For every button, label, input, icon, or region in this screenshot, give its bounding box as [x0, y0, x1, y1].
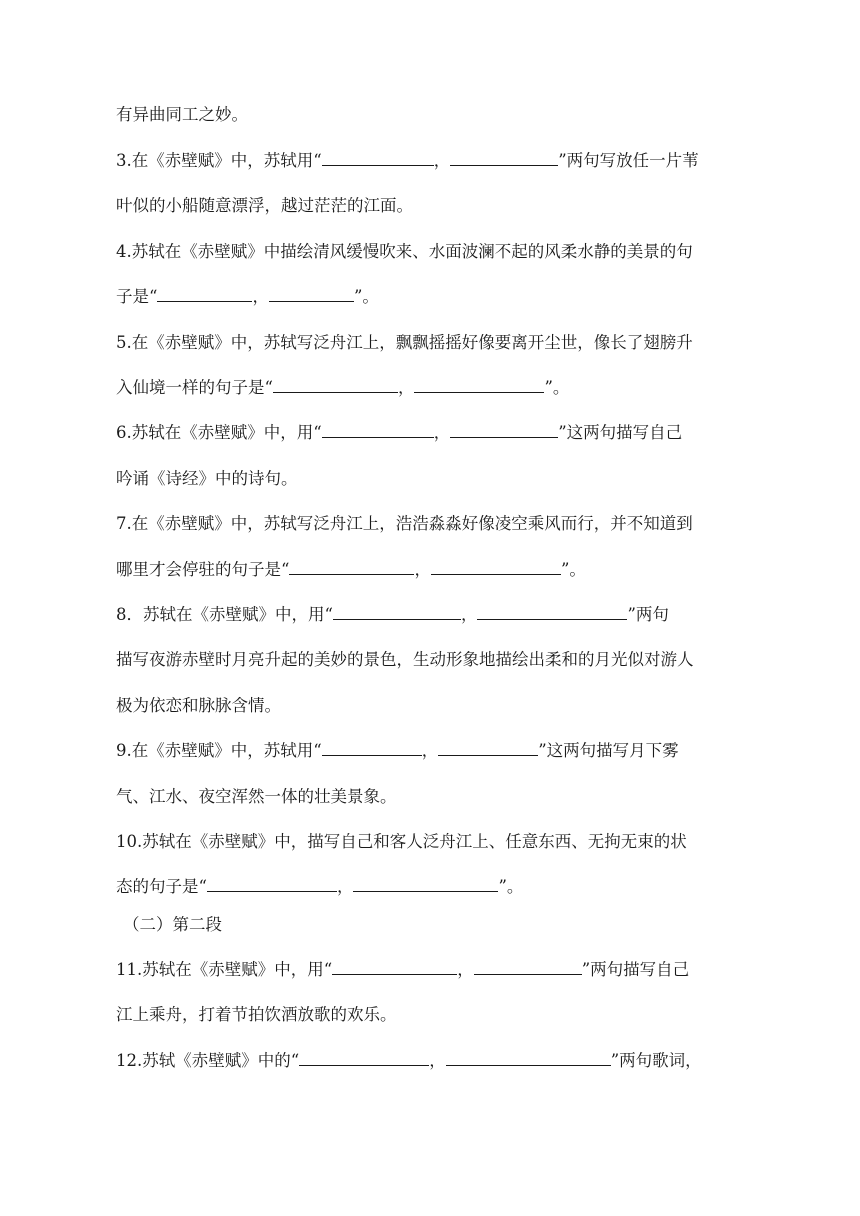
section-title: （二）第二段 [123, 915, 222, 934]
question-8-line-1 [116, 601, 736, 629]
text: 极为依恋和脉脉含情。 [116, 696, 281, 715]
question-10-line-1 [116, 828, 736, 856]
question-12-prefix: 12.苏轼《赤壁赋》中的“ [116, 1051, 300, 1070]
answer-blank[interactable] [333, 601, 461, 620]
question-8-line-3 [116, 692, 736, 720]
question-11-prefix: 11.苏轼在《赤壁赋》中，用“ [116, 960, 333, 979]
question-4-suffix: ”。 [353, 287, 379, 306]
blank-comma: ， [252, 287, 269, 306]
question-11-suffix: ”两句描写自己 [581, 960, 690, 979]
answer-blank[interactable] [477, 601, 627, 620]
answer-blank[interactable] [289, 556, 414, 575]
question-9-line-2 [116, 783, 736, 811]
question-4-line-2 [116, 283, 736, 311]
question-9-prefix: 9.在《赤壁赋》中，苏轼用“ [116, 741, 322, 760]
question-7-prefix: 哪里才会停驻的句子是“ [116, 560, 290, 579]
answer-blank[interactable] [450, 147, 558, 166]
answer-blank[interactable] [157, 283, 252, 302]
question-7-line-2 [116, 556, 736, 584]
blank-comma: ， [457, 960, 474, 979]
blank-comma: ， [429, 1051, 446, 1070]
blank-comma: ， [433, 151, 451, 170]
text: 10.苏轼在《赤壁赋》中，描写自己和客人泛舟江上、任意东西、无拘无束的状 [116, 832, 687, 851]
question-6-line-1 [116, 419, 736, 447]
question-7-suffix: ”。 [560, 560, 586, 579]
answer-blank[interactable] [450, 419, 558, 438]
answer-blank[interactable] [322, 419, 434, 438]
question-10-suffix: ”。 [498, 877, 524, 896]
question-9-line-1 [116, 737, 736, 765]
blank-comma: ， [336, 877, 354, 896]
question-5-line-1 [116, 329, 736, 357]
section-heading [123, 911, 743, 939]
answer-blank[interactable] [431, 556, 561, 575]
question-6-prefix: 6.苏轼在《赤壁赋》中，用“ [116, 423, 322, 442]
answer-blank[interactable] [269, 283, 354, 302]
question-8-prefix: 8．苏轼在《赤壁赋》中，用“ [116, 605, 333, 624]
text: 描写夜游赤壁时月亮升起的美妙的景色，生动形象地描绘出柔和的月光似对游人 [116, 650, 694, 669]
answer-blank[interactable] [273, 374, 398, 393]
blank-comma: ， [397, 378, 415, 397]
question-5-prefix: 入仙境一样的句子是“ [116, 378, 273, 397]
answer-blank[interactable] [353, 873, 498, 892]
question-11-line-1 [116, 956, 736, 984]
text: 7.在《赤壁赋》中，苏轼写泛舟江上，浩浩淼淼好像凌空乘风而行，并不知道到 [116, 514, 693, 533]
question-3-prefix: 3.在《赤壁赋》中，苏轼用“ [116, 151, 322, 170]
question-6-suffix: ”这两句描写自己 [558, 423, 683, 442]
question-6-line-2 [116, 465, 736, 493]
answer-blank[interactable] [322, 147, 434, 166]
question-4-prefix: 子是“ [116, 287, 158, 306]
question-4-line-1 [116, 238, 736, 266]
text: 5.在《赤壁赋》中，苏轼写泛舟江上，飘飘摇摇好像要离开尘世，像长了翅膀升 [116, 333, 693, 352]
blank-comma: ， [433, 423, 451, 442]
question-12-line-1 [116, 1047, 736, 1075]
question-5-suffix: ”。 [544, 378, 570, 397]
answer-blank[interactable] [207, 873, 337, 892]
blank-comma: ， [460, 605, 478, 624]
question-10-line-2 [116, 873, 736, 901]
question-7-line-1 [116, 510, 736, 538]
text: 叶似的小船随意漂浮，越过茫茫的江面。 [116, 196, 413, 215]
text: 气、江水、夜空浑然一体的壮美景象。 [116, 787, 397, 806]
answer-blank[interactable] [474, 956, 582, 975]
question-3-suffix: ”两句写放任一片苇 [558, 151, 699, 170]
question-5-line-2 [116, 374, 736, 402]
question-8-suffix: ”两句 [627, 605, 669, 624]
question-12-suffix: ”两句歌词， [610, 1051, 702, 1070]
blank-comma: ， [421, 741, 439, 760]
question-3-line-2 [116, 192, 736, 220]
answer-blank[interactable] [446, 1047, 611, 1066]
blank-comma: ， [414, 560, 431, 579]
question-10-prefix: 态的句子是“ [116, 877, 207, 896]
answer-blank[interactable] [299, 1047, 429, 1066]
text: 江上乘舟，打着节拍饮酒放歌的欢乐。 [116, 1005, 397, 1024]
text: 吟诵《诗经》中的诗句。 [116, 469, 298, 488]
answer-blank[interactable] [414, 374, 544, 393]
question-9-suffix: ”这两句描写月下雾 [538, 741, 679, 760]
question-11-line-2 [116, 1001, 736, 1029]
text: 4.苏轼在《赤壁赋》中描绘清风缓慢吹来、水面波澜不起的风柔水静的美景的句 [116, 242, 693, 261]
answer-blank[interactable] [332, 956, 457, 975]
paragraph-continuation [116, 101, 736, 129]
question-3-line-1 [116, 147, 736, 175]
answer-blank[interactable] [322, 737, 422, 756]
answer-blank[interactable] [438, 737, 538, 756]
question-8-line-2 [116, 646, 736, 674]
text: 有异曲同工之妙。 [116, 105, 248, 124]
